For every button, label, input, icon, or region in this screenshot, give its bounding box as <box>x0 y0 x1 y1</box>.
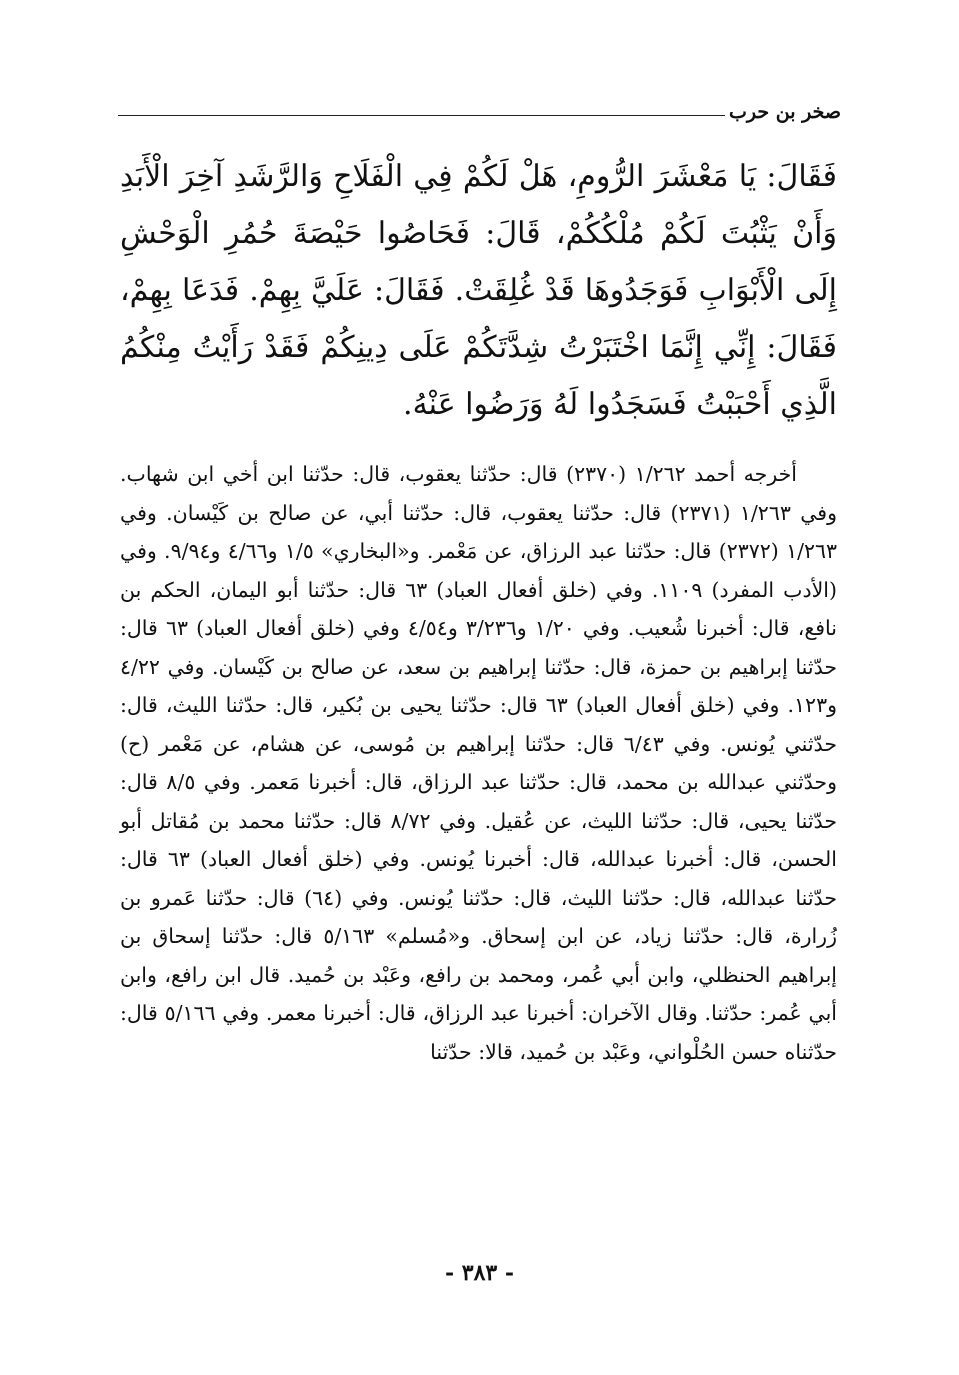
header-rule <box>118 115 725 116</box>
footnote-block <box>120 455 837 1071</box>
page-number: - ٣٨٣ - <box>444 1260 515 1286</box>
footnote-text: أخرجه أحمد ١/٢٦٢ (٢٣٧٠) قال: حدّثنا يعقوب، قال: حدّثنا ابن أخي ابن شهاب. وفي ١/٢٦٣ (٢٣٧١) قال: حدّثنا يعقوب، قال: حدّثنا أبي، عن صالح بن كَيْسان. وفي ١/٢٦٣ (٢٣٧٢) قال: حدّثنا عبد الرزاق، عن مَعْمر. و«البخاري» ١/٥ و٤/٦٦ و٩/٩٤. وفي (الأدب المفرد) ١١٠٩. وفي (خلق أفعال العباد) ٦٣ قال: حدّثنا أبو اليمان، الحكم بن نافع، قال: أخبرنا شُعيب. وفي ١/٢٠ و٣/٢٣٦ و٤/٥٤ وفي (خلق أفعال العباد) ٦٣ قال: حدّثنا إبراهيم بن حمزة، قال: حدّثنا إبراهيم بن سعد، عن صالح بن كَيْسان. وفي ٤/٢٢ و١٢٣. وفي (خلق أفعال العباد) ٦٣ قال: حدّثنا يحيى بن بُكير، قال: حدّثنا الليث، قال: حدّثني يُونس. وفي ٦/٤٣ قال: حدّثنا إبراهيم بن مُوسى، عن هشام، عن مَعْمر (ح) وحدّثني عبدالله بن محمد، قال: حدّثنا عبد الرزاق، قال: أخبرنا مَعمر. وفي ٨/٥ قال: حدّثنا يحيى، قال: حدّثنا الليث، عن عُقيل. وفي ٨/٧٢ قال: حدّثنا محمد بن مُقاتل أبو الحسن، قال: أخبرنا عبدالله، قال: أخبرنا يُونس. وفي (خلق أفعال العباد) ٦٣ قال: حدّثنا عبدالله، قال: حدّثنا الليث، قال: حدّثنا يُونس. وفي (٦٤) قال: حدّثنا عَمرو بن زُرارة، قال: حدّثنا زياد، عن ابن إسحاق. و«مُسلم» ٥/١٦٣ قال: حدّثنا إسحاق بن إبراهيم الحنظلي، وابن أبي عُمر، ومحمد بن رافع، وعَبْد بن حُميد. قال ابن رافع، وابن أبي عُمر: حدّثنا. وقال الآخران: أخبرنا عبد الرزاق، قال: أخبرنا معمر. وفي ٥/١٦٦ قال: حدّثناه حسن الحُلْواني، وعَبْد بن حُميد، قالا: حدّثنا <box>120 462 838 1064</box>
main-body-text: فَقَالَ: يَا مَعْشَرَ الرُّومِ، هَلْ لَكُمْ فِي الْفَلَاحِ وَالرَّشَدِ آخِرَ الْأَبَدِ وَأَنْ يَثْبُتَ لَكُمْ مُلْكُكُمْ، قَالَ: فَحَاصُوا حَيْصَةَ حُمُرِ الْوَحْشِ إِلَى الْأَبْوَابِ فَوَجَدُوهَا قَدْ غُلِقَتْ. فَقَالَ: عَلَيَّ بِهِمْ. فَدَعَا بِهِمْ، فَقَالَ: إِنِّي إِنَّمَا اخْتَبَرْتُ شِدَّتَكُمْ عَلَى دِينِكُمْ فَقَدْ رَأَيْتُ مِنْكُمُ الَّذِي أَحْبَبْتُ فَسَجَدُوا لَهُ وَرَضُوا عَنْهُ. <box>120 159 837 422</box>
running-title: صخر بن حرب <box>729 101 841 123</box>
running-header <box>118 92 841 124</box>
